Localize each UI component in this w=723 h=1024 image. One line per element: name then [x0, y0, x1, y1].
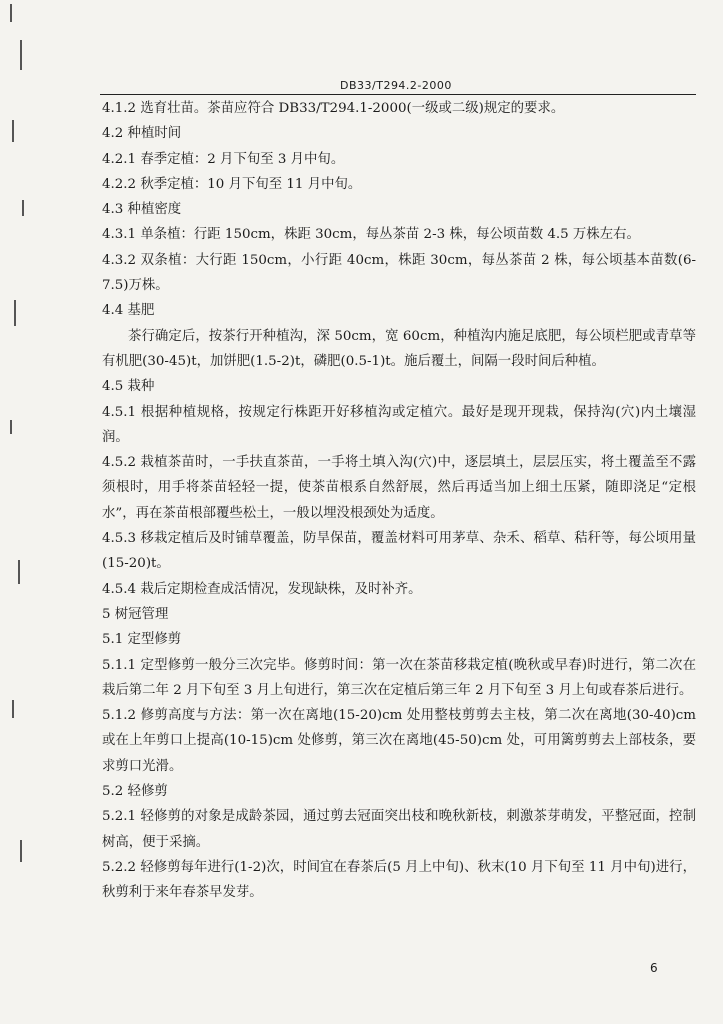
clause-5-2-1: 5.2.1 轻修剪的对象是成龄茶园，通过剪去冠面突出枝和晚秋新枝，刺激茶芽萌发，平整冠面，控制树高，便于采摘。	[102, 809, 696, 850]
heading-5-1: 5.1 定型修剪	[102, 632, 182, 648]
clause-4-1-2: 4.1.2 选育壮苗。茶苗应符合 DB33/T294.1-2000(一级或二级)规定的要求。	[102, 101, 565, 116]
heading-4-2: 4.2 种植时间	[102, 126, 182, 142]
clause-4-3-2: 4.3.2 双条植：大行距 150cm，小行距 40cm，株距 30cm，每丛茶苗 2 株，每公顷基本苗数(6-7.5)万株。	[102, 252, 696, 294]
clause-5-2-2: 5.2.2 轻修剪每年进行(1-2)次，时间宜在春茶后(5 月上中旬)、秋末(10 月下旬至 11 月中旬)进行，秋剪利于来年春茶早发芽。	[102, 859, 696, 901]
paragraph-base-fertilizer: 茶行确定后，按茶行开种植沟，深 50cm，宽 60cm，种植沟内施足底肥，每公顷栏肥或青草等有机肥(30-45)t，加饼肥(1.5-2)t，磷肥(0.5-1)t。施后覆土，间隔一段时间后种植。	[102, 328, 696, 369]
clause-4-5-1: 4.5.1 根据种植规格，按规定行株距开好移植沟或定植穴。最好是现开现栽，保持沟(穴)内土壤湿润。	[102, 404, 696, 445]
heading-5-2: 5.2 轻修剪	[102, 784, 168, 800]
document-body	[102, 96, 696, 906]
standard-code-header: DB33/T294.2-2000	[340, 79, 452, 92]
clause-4-2-1: 4.2.1 春季定植：2 月下旬至 3 月中旬。	[102, 151, 345, 167]
heading-4-4: 4.4 基肥	[102, 303, 155, 319]
heading-5: 5 树冠管理	[102, 606, 169, 622]
clause-5-1-1: 5.1.1 定型修剪一般分三次完毕。修剪时间：第一次在茶苗移栽定植(晚秋或早春)时进行，第二次在栽后第二年 2 月下旬至 3 月上旬进行，第三次在定植后第三年 2 月下旬至 3 月上旬或春茶后进行。	[102, 657, 696, 698]
header-divider	[100, 94, 696, 95]
clause-4-5-2: 4.5.2 栽植茶苗时，一手扶直茶苗，一手将土填入沟(穴)中，逐层填土，层层压实，将土覆盖至不露须根时，用手将茶苗轻轻一提，使茶苗根系自然舒展，然后再适当加上细土压紧，随即浇足“定根水”，再在茶苗根部覆些松土，一般以埋没根颈处为适度。	[102, 455, 696, 521]
binding-hole-marks	[8, 0, 48, 1024]
heading-4-3: 4.3 种植密度	[102, 202, 182, 218]
clause-4-3-1: 4.3.1 单条植：行距 150cm，株距 30cm，每丛茶苗 2-3 株，每公顷苗数 4.5 万株左右。	[102, 227, 640, 243]
clause-4-5-4: 4.5.4 栽后定期检查成活情况，发现缺株，及时补齐。	[102, 581, 422, 597]
page-number: 6	[650, 961, 658, 975]
clause-5-1-2: 5.1.2 修剪高度与方法：第一次在离地(15-20)cm 处用整枝剪剪去主枝，第二次在离地(30-40)cm 或在上年剪口上提高(10-15)cm 处修剪，第三次在离地(45-50)cm 处，可用篱剪剪去上部枝条，要求剪口光滑。	[102, 708, 696, 774]
heading-4-5: 4.5 栽种	[102, 379, 155, 395]
clause-4-2-2: 4.2.2 秋季定植：10 月下旬至 11 月中旬。	[102, 176, 362, 192]
clause-4-5-3: 4.5.3 移栽定植后及时铺草覆盖，防旱保苗，覆盖材料可用茅草、杂禾、稻草、秸秆等，每公顷用量(15-20)t。	[102, 531, 696, 572]
